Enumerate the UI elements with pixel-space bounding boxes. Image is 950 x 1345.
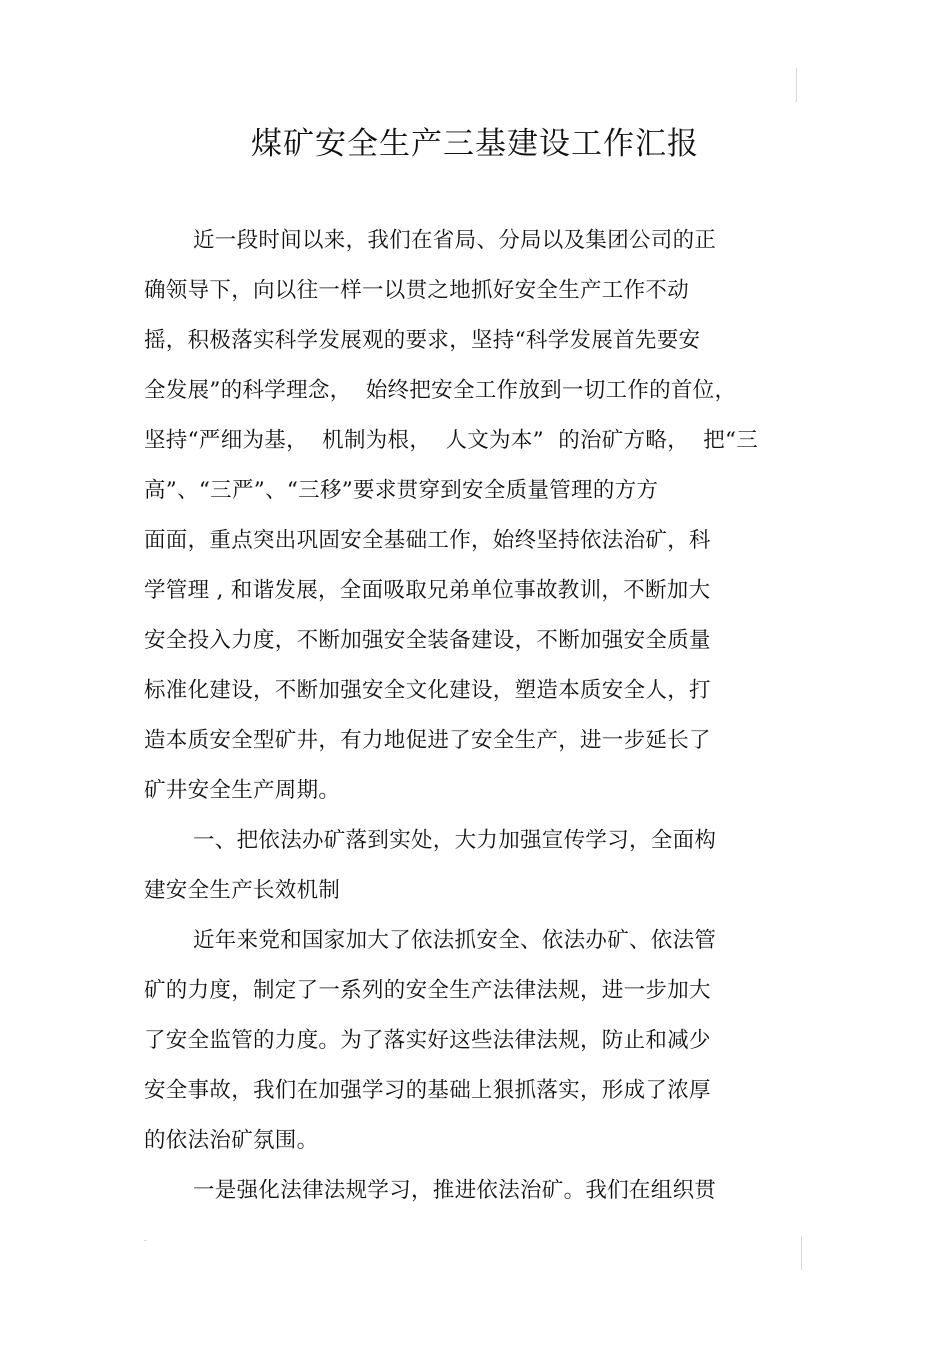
paragraph-line: 全发展”的科学理念， 始终把安全工作放到一切工作的首位， [144, 378, 737, 403]
paragraph-line: 确领导下，向以往一样一以贯之地抓好安全生产工作不动 [144, 278, 690, 303]
paragraph-line: 矿的力度，制定了一系列的安全生产法律法规，进一步加大 [144, 978, 711, 1003]
paragraph-line: 摇，积极落实科学发展观的要求，坚持“科学发展首先要安 [144, 328, 701, 353]
section-heading-line: 建安全生产长效机制 [144, 878, 341, 903]
crop-mark-bottom-right [801, 1236, 802, 1270]
crop-mark-bottom-left [144, 1240, 147, 1241]
section-heading-line: 一、把依法办矿落到实处，大力加强宣传学习，全面构 [193, 828, 717, 853]
paragraph-line: 安全投入力度，不断加强安全装备建设，不断加强安全质量 [144, 628, 711, 653]
paragraph-line: 了安全监管的力度。为了落实好这些法律法规，防止和减少 [144, 1028, 711, 1053]
paragraph-line: 标准化建设，不断加强安全文化建设，塑造本质安全人，打 [144, 678, 711, 703]
paragraph-line: 的依法治矿氛围。 [144, 1128, 319, 1153]
paragraph-line: 安全事故，我们在加强学习的基础上狠抓落实，形成了浓厚 [144, 1078, 711, 1103]
paragraph-line: 坚持“严细为基， 机制为根， 人文为本” 的治矿方略， 把“三 [144, 428, 759, 453]
crop-mark-top-right [796, 68, 797, 102]
paragraph-line: 一是强化法律法规学习，推进依法治矿。我们在组织贯 [193, 1178, 717, 1203]
paragraph-line: 近年来党和国家加大了依法抓安全、依法办矿、依法管 [193, 928, 717, 953]
document-title: 煤矿安全生产三基建设工作汇报 [251, 126, 699, 162]
paragraph-line: 高”、“三严”、“三移”要求贯穿到安全质量管理的方方 [144, 478, 659, 503]
paragraph-line: 近一段时间以来，我们在省局、分局以及集团公司的正 [193, 228, 717, 253]
paragraph-line: 学管理 , 和谐发展，全面吸取兄弟单位事故教训，不断加大 [144, 578, 711, 603]
paragraph-line: 面面，重点突出巩固安全基础工作，始终坚持依法治矿，科 [144, 528, 711, 553]
paragraph-line: 矿井安全生产周期。 [144, 778, 341, 803]
paragraph-line: 造本质安全型矿井，有力地促进了安全生产，进一步延长了 [144, 728, 711, 753]
